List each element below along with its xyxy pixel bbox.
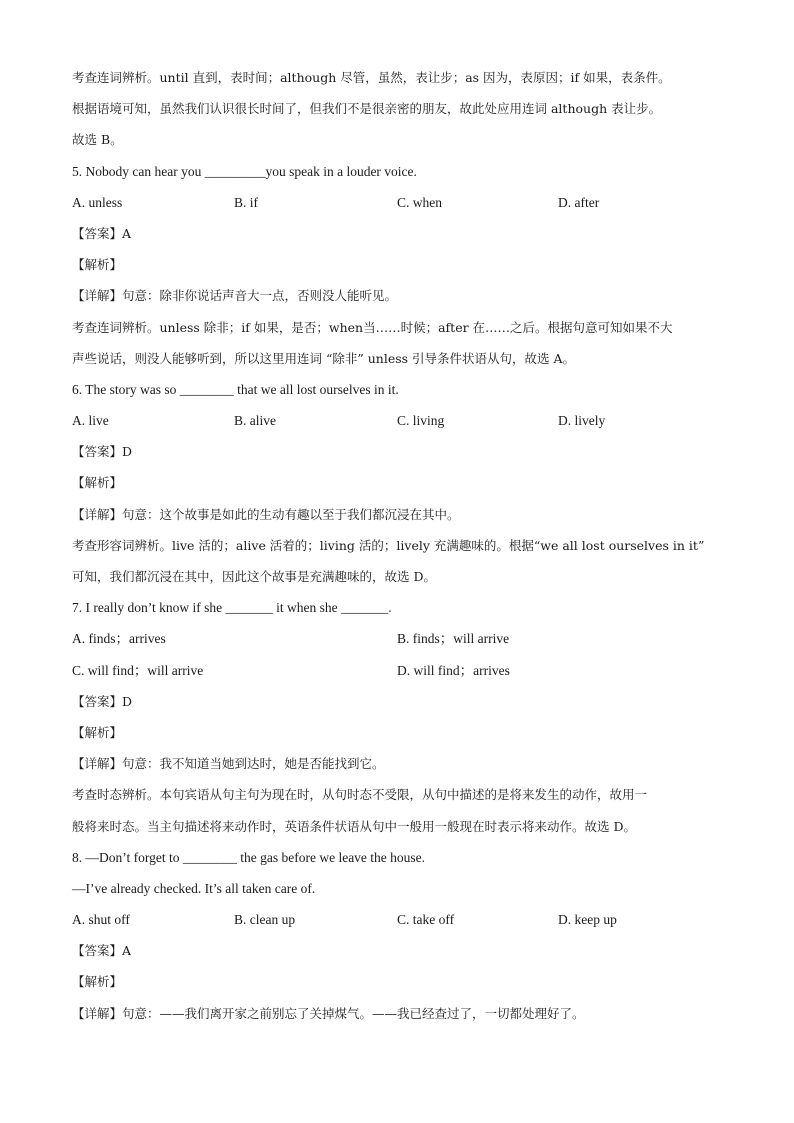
option-d: D. will find；arrives bbox=[397, 662, 510, 678]
document-page bbox=[72, 62, 727, 1029]
option-d: D. keep up bbox=[558, 912, 617, 928]
option-a: A. finds；arrives bbox=[72, 631, 166, 647]
explanation-line: 考查连词辨析。until 直到，表时间；although 尽管，虽然，表让步；as 因为，表原因；if 如果，表条件。 bbox=[72, 70, 671, 85]
option-c: C. when bbox=[397, 194, 442, 210]
option-c: C. take off bbox=[397, 912, 455, 928]
question-7-stem: 7. I really don’t know if she _______ it when she _______. bbox=[72, 600, 392, 616]
detail-line: 【详解】句意：——我们离开家之前别忘了关掉煤气。——我已经查过了，一切都处理好了。 bbox=[72, 1005, 585, 1021]
answer-label: 【答案】A bbox=[72, 943, 132, 959]
detail-line: 【详解】句意：我不知道当她到达时，她是否能找到它。 bbox=[72, 756, 385, 772]
option-a: A. unless bbox=[72, 194, 123, 210]
explanation-line: 考查形容词辨析。live 活的；alive 活着的；living 活的；lively 充满趣味的。根据“we all lost ourselves in it” bbox=[72, 537, 705, 553]
explanation-line: 般将来时态。当主句描述将来动作时，英语条件状语从句中一般用一般现在时表示将来动作。故选 D。 bbox=[72, 818, 636, 834]
option-d: D. lively bbox=[558, 413, 606, 429]
question-7-options-row1 bbox=[72, 623, 727, 654]
question-6-stem: 6. The story was so ________ that we all lost ourselves in it. bbox=[72, 381, 399, 397]
analysis-label: 【解析】 bbox=[72, 257, 123, 273]
analysis-label: 【解析】 bbox=[72, 724, 123, 740]
explanation-line: 考查时态辨析。本句宾语从句主句为现在时，从句时态不受限，从句中描述的是将来发生的动作，故用一 bbox=[72, 787, 648, 803]
question-8-response: —I’ve already checked. It’s all taken care of. bbox=[72, 880, 316, 896]
answer-label: 【答案】A bbox=[72, 225, 132, 241]
answer-label: 【答案】D bbox=[72, 693, 133, 709]
option-b: B. finds；will arrive bbox=[397, 631, 510, 647]
explanation-line: 考查连词辨析。unless 除非；if 如果，是否；when当……时候；after 在……之后。根据句意可知如果不大 bbox=[72, 319, 673, 335]
analysis-label: 【解析】 bbox=[72, 475, 123, 491]
explanation-line: 可知，我们都沉浸在其中，因此这个故事是充满趣味的，故选 D。 bbox=[72, 569, 436, 584]
question-5-stem: 5. Nobody can hear you _________you speak in a louder voice. bbox=[72, 163, 417, 179]
analysis-label: 【解析】 bbox=[72, 974, 123, 990]
detail-line: 【详解】句意：这个故事是如此的生动有趣以至于我们都沉浸在其中。 bbox=[72, 506, 460, 522]
option-a: A. live bbox=[72, 413, 109, 429]
option-a: A. shut off bbox=[72, 912, 130, 928]
question-8-stem: 8. —Don’t forget to ________ the gas before we leave the house. bbox=[72, 849, 426, 865]
question-5-options bbox=[72, 187, 727, 218]
option-c: C. living bbox=[397, 413, 445, 429]
option-b: B. clean up bbox=[234, 912, 296, 928]
explanation-line: 根据语境可知，虽然我们认识很长时间了，但我们不是很亲密的朋友，故此处应用连词 although 表让步。 bbox=[72, 101, 662, 117]
option-b: B. if bbox=[234, 194, 259, 210]
explanation-line: 故选 B。 bbox=[72, 132, 123, 148]
question-8-options bbox=[72, 904, 727, 935]
question-6-options bbox=[72, 405, 727, 436]
option-b: B. alive bbox=[234, 413, 276, 429]
explanation-line: 声些说话，则没人能够听到，所以这里用连词 “除非” unless 引导条件状语从句，故选 A。 bbox=[72, 350, 576, 366]
option-d: D. after bbox=[558, 194, 600, 210]
answer-label: 【答案】D bbox=[72, 444, 133, 460]
question-7-options-row2 bbox=[72, 655, 727, 686]
detail-line: 【详解】句意：除非你说话声音大一点，否则没人能听见。 bbox=[72, 288, 398, 304]
option-c: C. will find；will arrive bbox=[72, 662, 204, 678]
